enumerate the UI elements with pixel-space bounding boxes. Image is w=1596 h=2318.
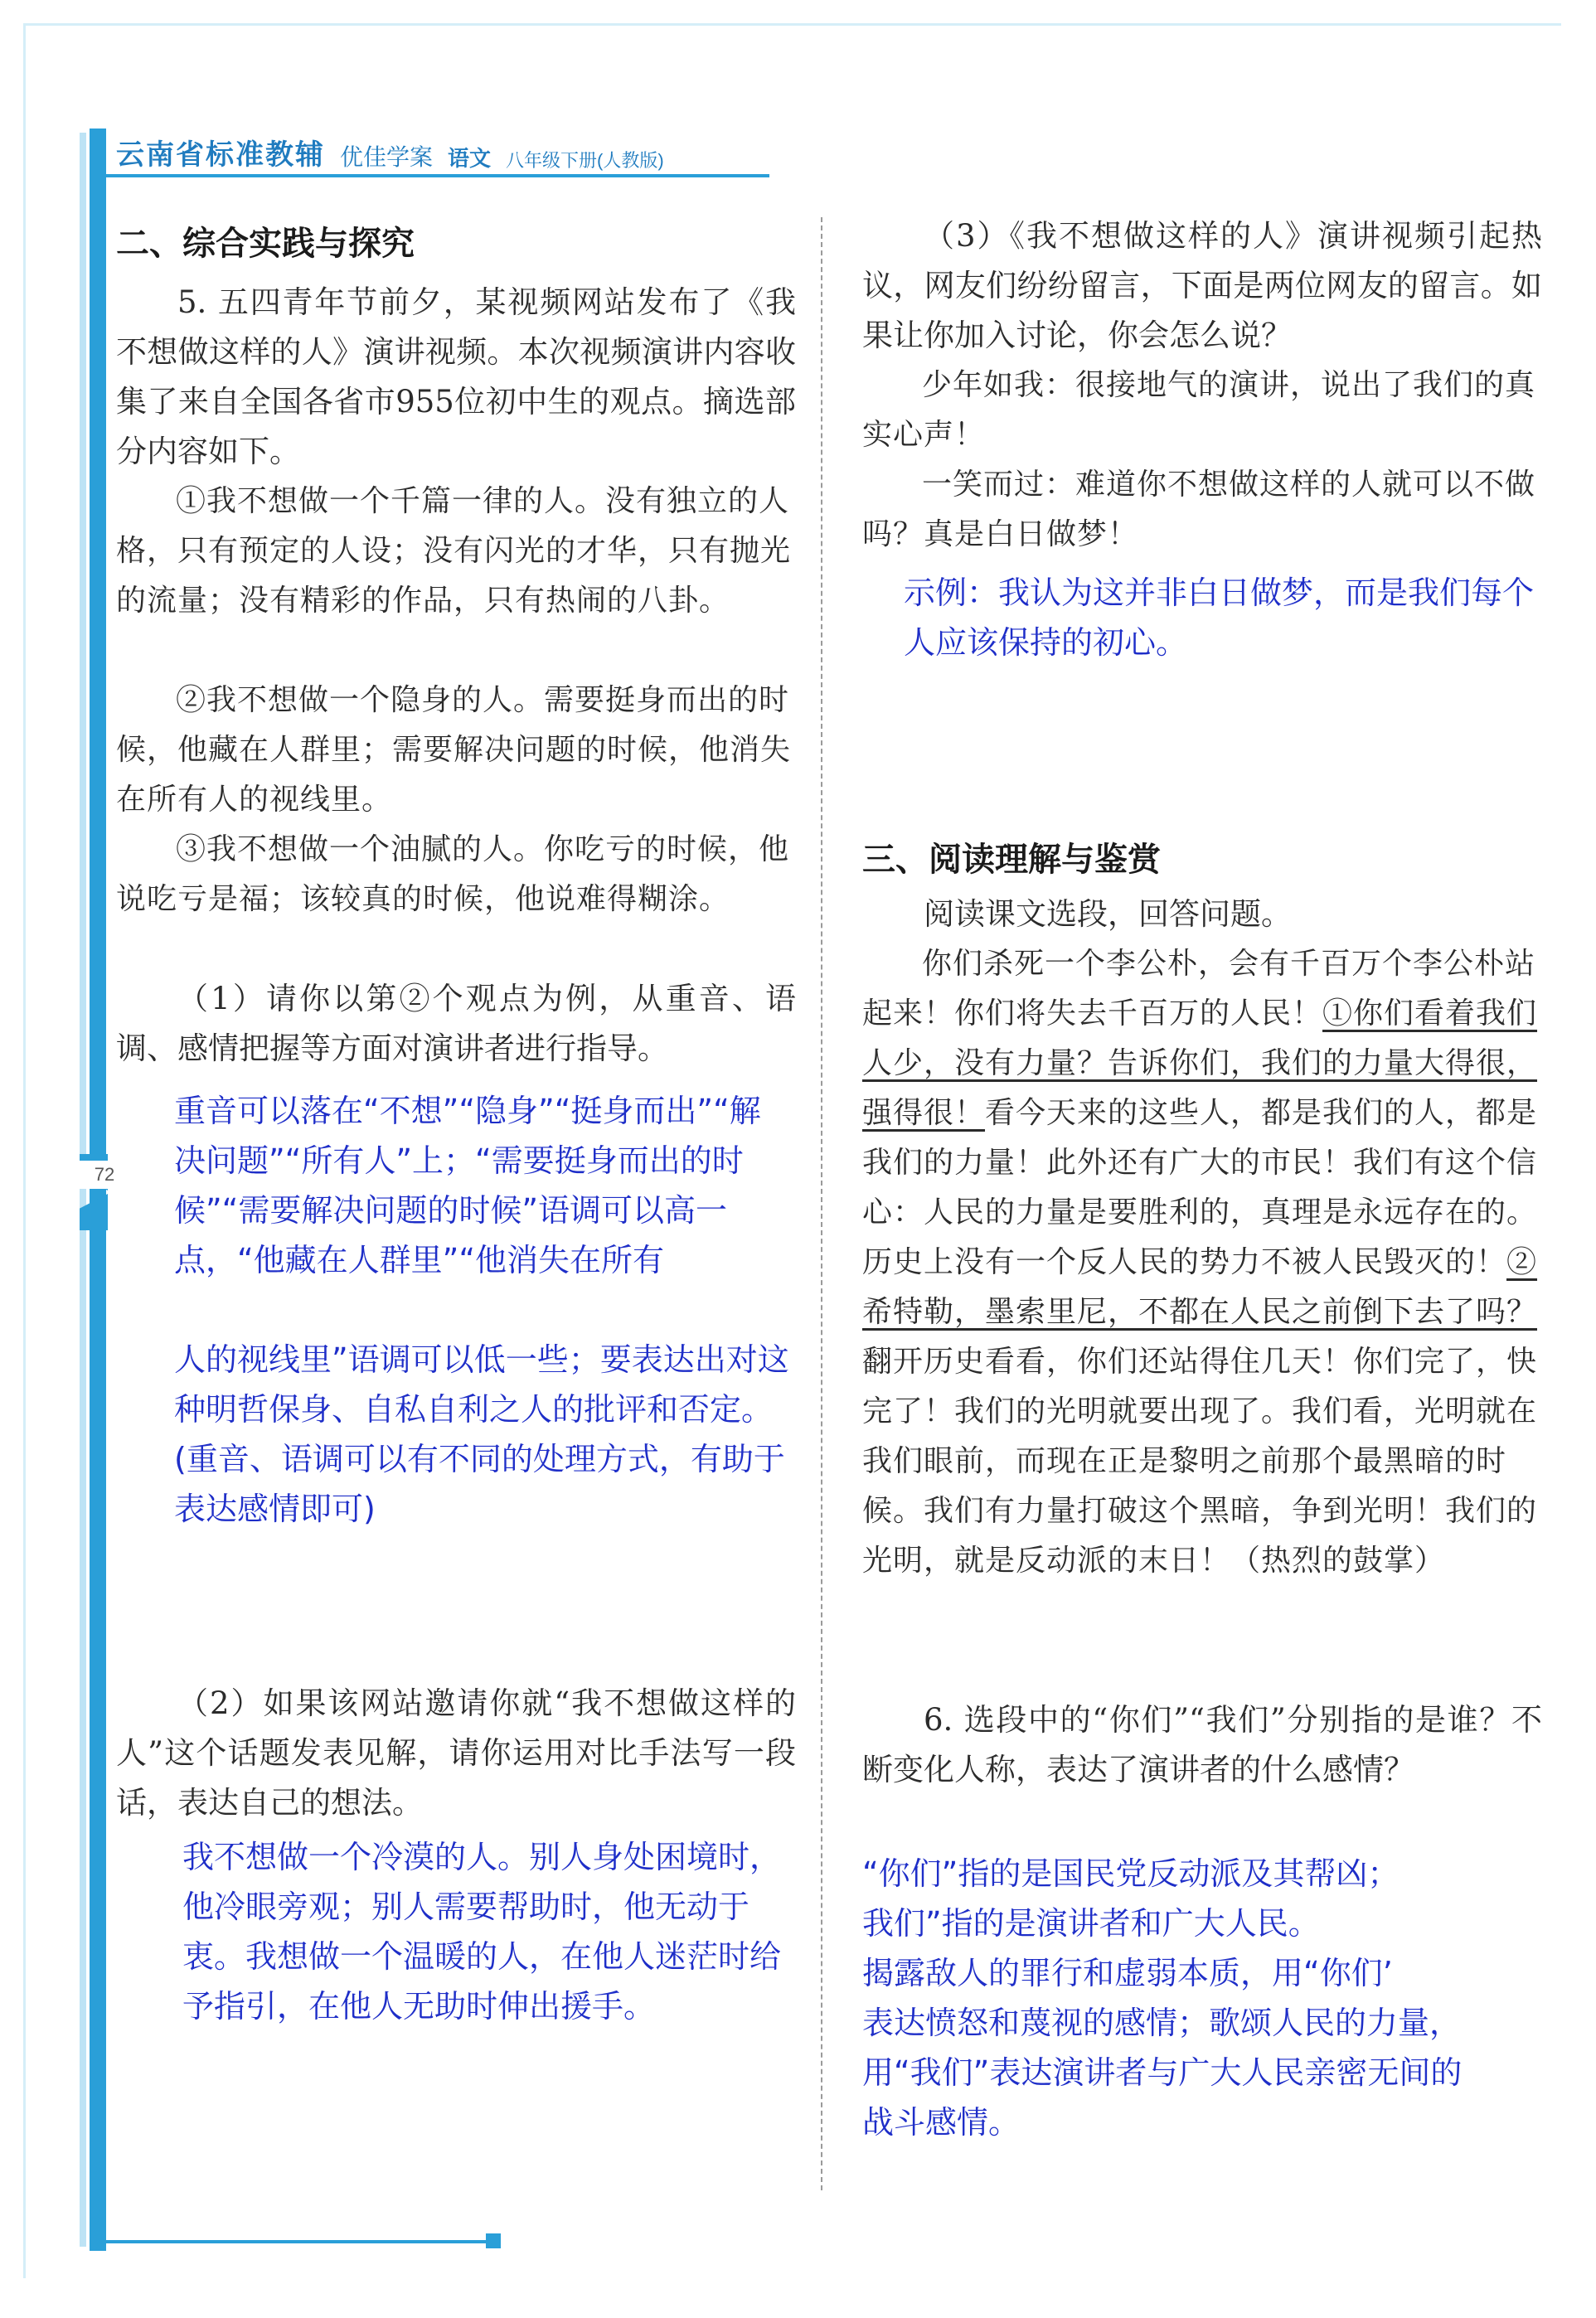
page-number: 72 xyxy=(80,1161,129,1189)
q6-answer-line1: “你们”指的是国民党反动派及其帮凶； xyxy=(862,1855,1400,1892)
header-brand: 云南省标准教辅 xyxy=(116,138,325,172)
bottom-rule xyxy=(90,2240,488,2243)
answer-5-1-part2 xyxy=(174,1335,792,1534)
q5-1-text: （1）请你以第②个观点为例，从重音、语调、感情把握等方面对演讲者进行指导。 xyxy=(116,981,796,1066)
spine-light-stripe xyxy=(80,133,86,2247)
passage-part-a: 你们杀死一个李公朴，会有千百万个李公朴站起来！你们将失去千百万的人民！ xyxy=(862,947,1536,1030)
q6-text: 6. 选段中的“你们”“我们”分别指的是谁？不断变化人称，表达了演讲者的什么感情？ xyxy=(862,1702,1542,1787)
right-section-title xyxy=(862,833,1542,880)
q6-answer-line2: 我们”指的是演讲者和广大人民。 xyxy=(862,1905,1320,1942)
blue-spine-bar xyxy=(90,129,106,2251)
q5-2-text: （2）如果该网站邀请你就“我不想做这样的人”这个话题发表见解，请你运用对比手法写一段话，表达自己的想法。 xyxy=(116,1685,796,1821)
header-series: 优佳学案 xyxy=(340,144,434,170)
header-rule xyxy=(90,174,769,177)
reading-instruction xyxy=(862,890,1542,939)
question-5-3 xyxy=(862,211,1542,361)
question-5-1 xyxy=(116,974,796,1074)
q6-answer-line3: 揭露敌人的罪行和虚弱本质，用“你们’ xyxy=(862,1955,1393,1991)
answer-6 xyxy=(862,1849,1517,2147)
reading-instruction-text: 阅读课文选段，回答问题。 xyxy=(924,896,1292,932)
viewpoint-1 xyxy=(116,477,796,626)
passage-underlined-2: ②希特勒，墨索里尼，不都在人民之前倒下去了吗？ xyxy=(862,1245,1538,1329)
viewpoint-2-text: ②我不想做一个隐身的人。需要挺身而出的时候，他藏在人群里；需要解决问题的时候，他消失在所有人的视线里。 xyxy=(116,683,792,817)
q5-3-answer: 示例：我认为这并非白日做梦，而是我们每个人应该保持的初心。 xyxy=(904,575,1535,661)
question-5-intro xyxy=(116,278,796,477)
reading-passage xyxy=(862,939,1542,1586)
q6-answer-line4: 表达愤怒和蔑视的感情；歌颂人民的力量，用“我们”表达演讲者与广大人民亲密无间的战斗感情。 xyxy=(862,2005,1463,2141)
viewpoint-3-text: ③我不想做一个油腻的人。你吃亏的时候，他说吃亏是福；该较真的时候，他说难得糊涂。 xyxy=(116,832,790,916)
passage-part-b: 看今天来的这些人，都是我们的人，都是我们的力量！此外还有广大的市民！我们有这个信心：人民的力量是要胜利的，真理是永远存在的。历史上没有一个反人民的势力不被人民毁灭的！ xyxy=(862,1096,1538,1279)
netizen-comment-2 xyxy=(862,460,1542,560)
bottom-square-marker xyxy=(486,2233,501,2248)
question-5-2 xyxy=(116,1679,796,1828)
viewpoint-1-text: ①我不想做一个千篇一律的人。没有独立的人格，只有预定的人设；没有闪光的才华，只有抛光的流量；没有精彩的作品，只有热闹的八卦。 xyxy=(116,484,792,618)
page-frame-left xyxy=(23,23,26,2278)
netizen-comment-1 xyxy=(862,361,1542,460)
q5-2-answer: 我不想做一个冷漠的人。别人身处困境时，他冷眼旁观；别人需要帮助时，他无动于衷。我想做一个温暖的人，在他人迷茫时给予指引，在他人无助时伸出援手。 xyxy=(182,1839,782,2025)
passage-underlined-1: ①你们看着我们人少，没有力量？告诉你们，我们的力量大得很，强得很！ xyxy=(862,997,1538,1130)
section-title-reading: 三、阅读理解与鉴赏 xyxy=(862,841,1161,878)
comment-2-text: 一笑而过：难道你不想做这样的人就可以不做吗？真是白日做梦！ xyxy=(862,468,1536,551)
page-frame-top xyxy=(23,23,1561,142)
q5-3-text: （3）《我不想做这样的人》演讲视频引起热议，网友们纷纷留言，下面是两位网友的留言。如果让你加入讨论，你会怎么说？ xyxy=(862,218,1542,353)
left-section-title xyxy=(116,217,796,264)
answer-5-1-part1 xyxy=(174,1086,792,1285)
q5-intro-text: 5. 五四青年节前夕，某视频网站发布了《我不想做这样的人》演讲视频。本次视频演讲内容收集了来自全国各省市955位初中生的观点。摘选部分内容如下。 xyxy=(116,284,796,469)
column-divider xyxy=(821,217,822,2190)
running-header xyxy=(116,133,664,172)
answer-5-2 xyxy=(182,1832,796,2031)
viewpoint-2 xyxy=(116,676,796,825)
header-subject: 语文 xyxy=(448,146,492,171)
header-grade: 八年级下册(人教版) xyxy=(506,150,664,171)
q5-1-answer-b: 人的视线里”语调可以低一些；要表达出对这种明哲保身、自私自利之人的批评和否定。(重音、语调可以有不同的处理方式，有助于表达感情即可) xyxy=(174,1341,789,1527)
q5-1-answer-a: 重音可以落在“不想”“隐身”“挺身而出”“解决问题”“所有人”上；“需要挺身而出的时候”“需要解决问题的时候”语调可以高一点，“他藏在人群里”“他消失在所有 xyxy=(174,1093,761,1278)
section-title-practice: 二、综合实践与探究 xyxy=(116,225,415,262)
passage-body xyxy=(862,939,1542,1586)
viewpoint-3 xyxy=(116,825,796,924)
passage-part-c: 翻开历史看看，你们还站得住几天！你们完了，快完了！我们的光明就要出现了。我们看，光明就在我们眼前，而现在正是黎明之前那个最黑暗的时候。我们有力量打破这个黑暗，争到光明！我们的光明，就是反动派的末日！（热烈的鼓掌） xyxy=(862,1345,1538,1578)
answer-5-3 xyxy=(904,568,1542,667)
question-6 xyxy=(862,1695,1542,1795)
comment-1-text: 少年如我：很接地气的演讲，说出了我们的真实心声！ xyxy=(862,368,1536,452)
